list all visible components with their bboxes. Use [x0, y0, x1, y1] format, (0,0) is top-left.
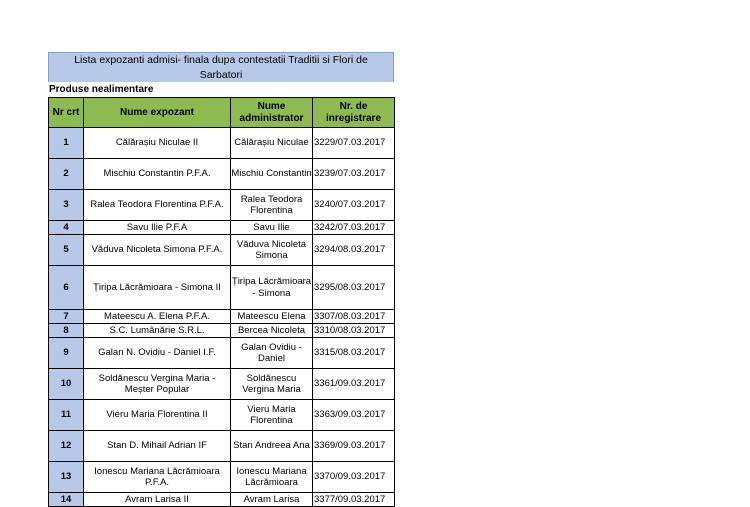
document-sheet: [48, 52, 394, 507]
exhibitor-name: Galan N. Ovidiu - Daniel I.F.: [84, 338, 231, 369]
row-number: 12: [49, 431, 84, 462]
exhibitor-name: Soldănescu Vergina Maria - Meșter Popular: [84, 369, 231, 400]
administrator-name: Mischiu Constantin: [231, 159, 313, 190]
table-row: [49, 266, 395, 310]
table-row: [49, 128, 395, 159]
administrator-name: Soldănescu Vergina Maria: [231, 369, 313, 400]
exhibitor-name: Țiripa Lăcrămioara - Simona II: [84, 266, 231, 310]
administrator-name: Savu Ilie: [231, 221, 313, 235]
table-row: [49, 324, 395, 338]
registration-number: 3315/08.03.2017: [313, 338, 395, 369]
exhibitors-table: [48, 97, 395, 507]
administrator-name: Galan Ovidiu - Daniel: [231, 338, 313, 369]
administrator-name: Ionescu Mariana Lăcrămioara: [231, 462, 313, 493]
row-number: 11: [49, 400, 84, 431]
row-number: 4: [49, 221, 84, 235]
row-number: 2: [49, 159, 84, 190]
registration-number: 3377/09.03.2017: [313, 493, 395, 507]
table-row: [49, 400, 395, 431]
exhibitor-name: Ralea Teodora Florentina P.F.A.: [84, 190, 231, 221]
row-number: 14: [49, 493, 84, 507]
table-row: [49, 369, 395, 400]
col-header-administrator: Nume administrator: [231, 98, 313, 128]
table-row: [49, 235, 395, 266]
exhibitor-name: Mateescu A. Elena P.F.A.: [84, 310, 231, 324]
exhibitor-name: Călărașiu Niculae II: [84, 128, 231, 159]
registration-number: 3294/08.03.2017: [313, 235, 395, 266]
row-number: 9: [49, 338, 84, 369]
exhibitor-name: Văduva Nicoleta Simona P.F.A.: [84, 235, 231, 266]
registration-number: 3240/07.03.2017: [313, 190, 395, 221]
row-number: 10: [49, 369, 84, 400]
administrator-name: Vieru Maria Florentina: [231, 400, 313, 431]
administrator-name: Ralea Teodora Florentina: [231, 190, 313, 221]
row-number: 13: [49, 462, 84, 493]
administrator-name: Avram Larisa: [231, 493, 313, 507]
row-number: 7: [49, 310, 84, 324]
registration-number: 3295/08.03.2017: [313, 266, 395, 310]
table-row: [49, 338, 395, 369]
table-row: [49, 159, 395, 190]
row-number: 5: [49, 235, 84, 266]
administrator-name: Văduva Nicoleta Simona: [231, 235, 313, 266]
registration-number: 3310/08.03.2017: [313, 324, 395, 338]
table-row: [49, 221, 395, 235]
exhibitor-name: Vieru Maria Florentina II: [84, 400, 231, 431]
exhibitor-name: Stan D. Mihail Adrian IF: [84, 431, 231, 462]
registration-number: 3242/07.03.2017: [313, 221, 395, 235]
exhibitor-name: Mischiu Constantin P.F.A.: [84, 159, 231, 190]
exhibitor-name: Avram Larisa II: [84, 493, 231, 507]
header-row: [49, 98, 395, 128]
exhibitor-name: S.C. Lumânărie S.R.L.: [84, 324, 231, 338]
registration-number: 3239/07.03.2017: [313, 159, 395, 190]
row-number: 1: [49, 128, 84, 159]
row-number: 6: [49, 266, 84, 310]
exhibitor-name: Savu Ilie P.F.A: [84, 221, 231, 235]
col-header-registration: Nr. de inregistrare: [313, 98, 395, 128]
document-title: Lista expozanti admisi- finala dupa contestatii Traditii si Flori de Sarbatori: [48, 52, 394, 82]
table-row: [49, 462, 395, 493]
table-row: [49, 431, 395, 462]
section-heading: Produse nealimentare: [49, 84, 154, 95]
table-row: [49, 310, 395, 324]
table-body: [49, 128, 395, 507]
registration-number: 3361/09.03.2017: [313, 369, 395, 400]
registration-number: 3307/08.03.2017: [313, 310, 395, 324]
administrator-name: Stan Andreea Ana: [231, 431, 313, 462]
registration-number: 3369/09.03.2017: [313, 431, 395, 462]
administrator-name: Călărașiu Niculae: [231, 128, 313, 159]
registration-number: 3370/09.03.2017: [313, 462, 395, 493]
registration-number: 3229/07.03.2017: [313, 128, 395, 159]
table-row: [49, 190, 395, 221]
administrator-name: Țiripa Lăcrămioara - Simona: [231, 266, 313, 310]
row-number: 3: [49, 190, 84, 221]
administrator-name: Mateescu Elena: [231, 310, 313, 324]
col-header-exhibitor: Nume expozant: [84, 98, 231, 128]
exhibitor-name: Ionescu Mariana Lăcrămioara P.F.A.: [84, 462, 231, 493]
row-number: 8: [49, 324, 84, 338]
registration-number: 3363/09.03.2017: [313, 400, 395, 431]
col-header-nr: Nr crt: [49, 98, 84, 128]
administrator-name: Bercea Nicoleta: [231, 324, 313, 338]
